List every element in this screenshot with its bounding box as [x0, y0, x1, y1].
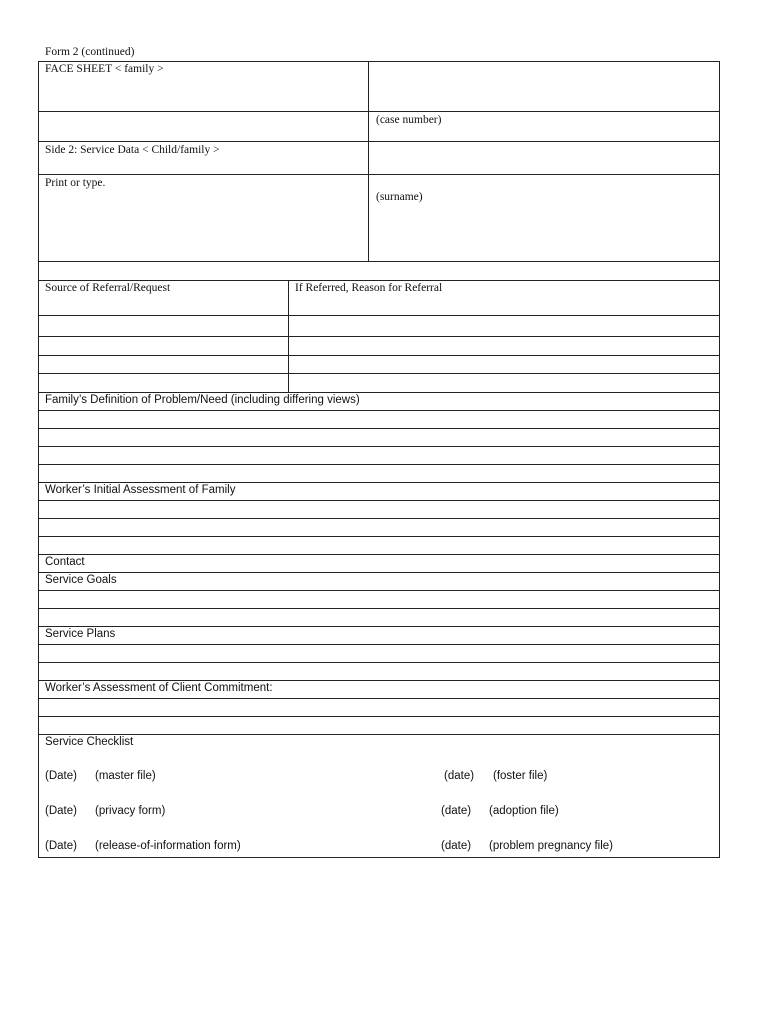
divider — [38, 734, 720, 735]
worker-initial-assessment-field[interactable] — [39, 501, 719, 554]
divider — [719, 61, 720, 262]
divider — [38, 280, 720, 281]
surname-field[interactable] — [369, 142, 719, 174]
divider — [38, 572, 720, 573]
foster-file-label: (foster file) — [493, 770, 548, 782]
release-of-information-label: (release-of-information form) — [95, 840, 241, 852]
referral-source-field[interactable] — [39, 337, 288, 355]
form-label: Form 2 (continued) — [45, 46, 135, 58]
client-commitment-field[interactable] — [39, 699, 719, 734]
referral-reason-field[interactable] — [289, 374, 719, 392]
family-definition-field[interactable] — [39, 411, 719, 482]
referral-reason-field[interactable] — [289, 316, 719, 336]
referral-source-field[interactable] — [39, 316, 288, 336]
family-definition-heading: Family’s Definition of Problem/Need (including differing views) — [45, 394, 360, 406]
referral-reason-field[interactable] — [289, 337, 719, 355]
side2-label: Side 2: Service Data < Child/family > — [45, 144, 220, 156]
contact-heading: Contact — [45, 556, 85, 568]
adoption-file-label: (adoption file) — [489, 805, 559, 817]
service-plans-heading: Service Plans — [45, 628, 116, 640]
family-name-field[interactable] — [369, 62, 719, 111]
source-of-referral-label: Source of Referral/Request — [45, 282, 171, 294]
divider — [38, 61, 39, 262]
divider — [38, 482, 720, 483]
checklist-date-label[interactable]: (Date) — [45, 770, 77, 782]
referral-source-field[interactable] — [39, 374, 288, 392]
problem-pregnancy-file-label: (problem pregnancy file) — [489, 840, 614, 852]
case-info-field[interactable] — [39, 112, 368, 141]
service-plans-field[interactable] — [39, 645, 719, 680]
print-or-type-label: Print or type. — [45, 177, 106, 189]
checklist-date-label[interactable]: (Date) — [45, 805, 77, 817]
worker-initial-assessment-heading: Worker’s Initial Assessment of Family — [45, 484, 236, 496]
divider — [38, 680, 720, 681]
privacy-form-label: (privacy form) — [95, 805, 166, 817]
service-goals-field[interactable] — [39, 591, 719, 626]
reason-for-referral-label: If Referred, Reason for Referral — [295, 282, 443, 294]
referral-source-field[interactable] — [39, 356, 288, 373]
face-sheet-label: FACE SHEET < family > — [45, 63, 164, 75]
divider — [38, 554, 720, 555]
case-number-label: (case number) — [376, 114, 442, 126]
referral-reason-field[interactable] — [289, 356, 719, 373]
service-goals-heading: Service Goals — [45, 574, 117, 586]
checklist-date-label[interactable]: (date) — [444, 770, 475, 782]
checklist-date-label[interactable]: (date) — [441, 805, 472, 817]
divider — [38, 626, 720, 627]
checklist-date-label[interactable]: (Date) — [45, 840, 77, 852]
service-checklist-heading: Service Checklist — [45, 736, 134, 748]
surname-label: (surname) — [376, 191, 423, 203]
divider — [38, 857, 720, 858]
checklist-date-label[interactable]: (date) — [441, 840, 472, 852]
client-commitment-heading: Worker’s Assessment of Client Commitment: — [45, 682, 273, 694]
divider — [719, 262, 720, 858]
divider — [38, 392, 720, 393]
master-file-label: (master file) — [95, 770, 156, 782]
divider — [38, 174, 720, 175]
divider — [38, 261, 720, 262]
